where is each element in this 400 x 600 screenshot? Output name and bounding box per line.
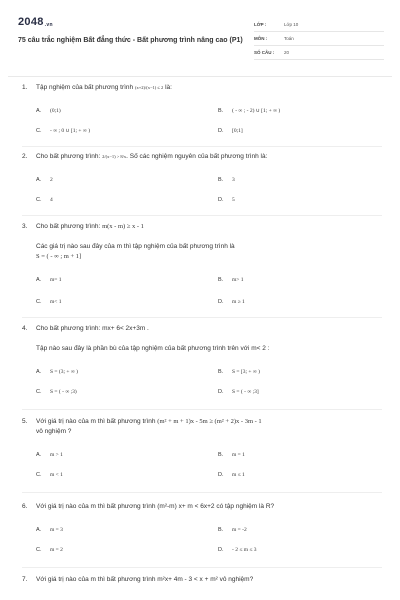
- option-b[interactable]: [218, 277, 244, 283]
- question-text: [22, 223, 382, 231]
- question-prompt: Với giá trị nào của m thì bất phương trình: [36, 418, 156, 425]
- option-d[interactable]: [218, 547, 257, 553]
- question-2: [22, 153, 382, 203]
- option-c[interactable]: [36, 472, 63, 478]
- meta-value: Toán: [284, 36, 294, 41]
- question-number: 5.: [22, 418, 28, 425]
- document-header: [8, 6, 392, 74]
- question-formula: 2/(x−1) > 8/x: [102, 154, 127, 159]
- option-c[interactable]: [36, 299, 62, 305]
- question-divider: [22, 492, 382, 493]
- option-b[interactable]: [218, 369, 260, 375]
- option-a[interactable]: [36, 177, 53, 183]
- question-prompt: Tập nghiệm của bất phương trình: [36, 84, 134, 91]
- question-text: [22, 503, 382, 511]
- option-label: C.: [36, 128, 42, 134]
- question-prompt-end: là:: [165, 84, 172, 91]
- question-prompt-end: . Số các nghiệm nguyên của bất phương trình là:: [126, 153, 268, 160]
- meta-key: SỐ CÂU :: [254, 50, 275, 55]
- question-5: [22, 418, 382, 478]
- option-value: m ≤ 1: [232, 472, 245, 478]
- option-d[interactable]: [218, 472, 245, 478]
- option-c[interactable]: [36, 197, 53, 203]
- document-title: 75 câu trắc nghiệm Bất đẳng thức - Bất phương trình nâng cao (P1): [18, 37, 243, 44]
- question-divider: [22, 409, 382, 410]
- question-number: 2.: [22, 153, 28, 160]
- option-label: A.: [36, 108, 42, 114]
- question-prompt: Cho bất phương trình: mx+ 6< 2x+3m .: [36, 325, 149, 332]
- meta-row-count: [254, 48, 384, 60]
- meta-row-subject: [254, 34, 384, 46]
- question-text: [22, 153, 382, 161]
- question-formula: m(x - m) ≥ x - 1: [102, 223, 144, 230]
- meta-row-class: [254, 20, 384, 32]
- option-b[interactable]: [218, 527, 247, 533]
- option-value: m< 1: [50, 299, 62, 305]
- question-prompt: Cho bất phương trình:: [36, 223, 101, 230]
- site-logo[interactable]: [18, 16, 53, 28]
- option-label: B.: [218, 369, 224, 375]
- question-divider: [22, 317, 382, 318]
- question-prompt: Với giá trị nào của m thì bất phương trình (m²-m) x+ m < 6x+2 có tập nghiệm là R?: [36, 503, 275, 510]
- option-value: - ∞ ; 0 ∪ [1; + ∞ ): [50, 128, 91, 134]
- question-set: S = ( - ∞ ; m + 1]: [36, 253, 82, 260]
- option-value: m ≥ 1: [232, 299, 245, 305]
- question-line: vô nghiệm ?: [36, 428, 72, 435]
- document-page: [8, 6, 392, 596]
- option-label: C.: [36, 389, 42, 395]
- logo-text: 2048: [18, 16, 44, 28]
- option-label: D.: [218, 299, 224, 305]
- question-number: 3.: [22, 223, 28, 230]
- question-formula: (x+2)/(x−1) ≤ 2: [134, 85, 164, 90]
- option-label: A.: [36, 277, 42, 283]
- option-a[interactable]: [36, 369, 78, 375]
- option-value: m = 2: [50, 547, 63, 553]
- option-label: B.: [218, 177, 224, 183]
- question-number: 4.: [22, 325, 28, 332]
- question-text: [22, 325, 382, 333]
- question-prompt: Cho bất phương trình:: [36, 153, 101, 160]
- option-label: D.: [218, 472, 224, 478]
- question-line: Tập nào sau đây là phần bù của tập nghiệm của bất phương trình trên với m< 2 :: [36, 345, 270, 352]
- option-a[interactable]: [36, 452, 63, 458]
- option-value: S = ( - ∞ ;3): [50, 389, 77, 395]
- option-c[interactable]: [36, 547, 63, 553]
- question-divider: [22, 146, 382, 147]
- meta-value: Lớp 10: [284, 22, 299, 27]
- option-c[interactable]: [36, 389, 77, 395]
- option-b[interactable]: [218, 177, 235, 183]
- question-text: [22, 84, 382, 92]
- option-label: D.: [218, 128, 224, 134]
- meta-key: MÔN :: [254, 36, 268, 41]
- option-value: 4: [50, 197, 53, 203]
- meta-value: 20: [284, 50, 290, 55]
- option-value: S = ( - ∞ ;3]: [232, 389, 259, 395]
- question-number: 7.: [22, 576, 28, 583]
- question-text: [22, 576, 382, 584]
- question-divider: [22, 215, 382, 216]
- meta-key: LỚP :: [254, 22, 267, 27]
- option-d[interactable]: [218, 197, 235, 203]
- question-formula: (m² + m + 1)x - 5m ≥ (m² + 2)x - 3m - 1: [157, 418, 262, 425]
- option-value: S = (3; + ∞ ): [50, 369, 78, 375]
- question-6: [22, 503, 382, 553]
- option-value: ( - ∞ ; - 2) ∪ [1; + ∞ ): [232, 108, 281, 114]
- option-value: 5: [232, 197, 235, 203]
- question-number: 6.: [22, 503, 28, 510]
- option-label: C.: [36, 472, 42, 478]
- option-label: C.: [36, 197, 42, 203]
- option-label: B.: [218, 452, 224, 458]
- option-c[interactable]: [36, 128, 90, 134]
- question-prompt: Với giá trị nào của m thì bất phương trình m²x+ 4m - 3 < x + m² vô nghiệm?: [36, 576, 254, 583]
- option-value: m < 1: [50, 472, 63, 478]
- question-text: [22, 418, 382, 426]
- option-a[interactable]: [36, 277, 62, 283]
- option-label: D.: [218, 547, 224, 553]
- option-value: m = 3: [50, 527, 63, 533]
- option-label: D.: [218, 197, 224, 203]
- option-a[interactable]: [36, 108, 61, 114]
- option-value: [0;1]: [232, 128, 243, 134]
- question-divider: [22, 567, 382, 568]
- option-value: m = -2: [232, 527, 247, 533]
- option-label: A.: [36, 369, 42, 375]
- option-value: m = 1: [232, 452, 245, 458]
- option-value: 2: [50, 177, 53, 183]
- meta-panel: [254, 20, 384, 62]
- option-label: A.: [36, 177, 42, 183]
- option-d[interactable]: [218, 389, 259, 395]
- option-value: 3: [232, 177, 235, 183]
- question-7: [22, 576, 382, 584]
- question-1: [22, 84, 382, 134]
- option-label: D.: [218, 389, 224, 395]
- option-value: m > 1: [50, 452, 63, 458]
- header-divider: [8, 76, 392, 77]
- option-b[interactable]: [218, 108, 280, 114]
- option-a[interactable]: [36, 527, 63, 533]
- option-d[interactable]: [218, 299, 245, 305]
- question-number: 1.: [22, 84, 28, 91]
- question-3: [22, 223, 382, 305]
- question-4: [22, 325, 382, 395]
- option-value: (0;1): [50, 108, 61, 114]
- option-value: S = [3; + ∞ ): [232, 369, 260, 375]
- option-label: B.: [218, 527, 224, 533]
- option-value: m> 1: [232, 277, 244, 283]
- option-b[interactable]: [218, 452, 245, 458]
- logo-suffix: .vn: [44, 22, 53, 28]
- option-d[interactable]: [218, 128, 243, 134]
- option-value: - 2 ≤ m ≤ 3: [232, 547, 257, 553]
- option-label: A.: [36, 527, 42, 533]
- option-label: A.: [36, 452, 42, 458]
- option-label: C.: [36, 299, 42, 305]
- option-label: B.: [218, 277, 224, 283]
- option-label: B.: [218, 108, 224, 114]
- question-line: Các giá trị nào sau đây của m thì tập nghiệm của bất phương trình là: [36, 243, 235, 250]
- option-label: C.: [36, 547, 42, 553]
- option-value: m= 1: [50, 277, 62, 283]
